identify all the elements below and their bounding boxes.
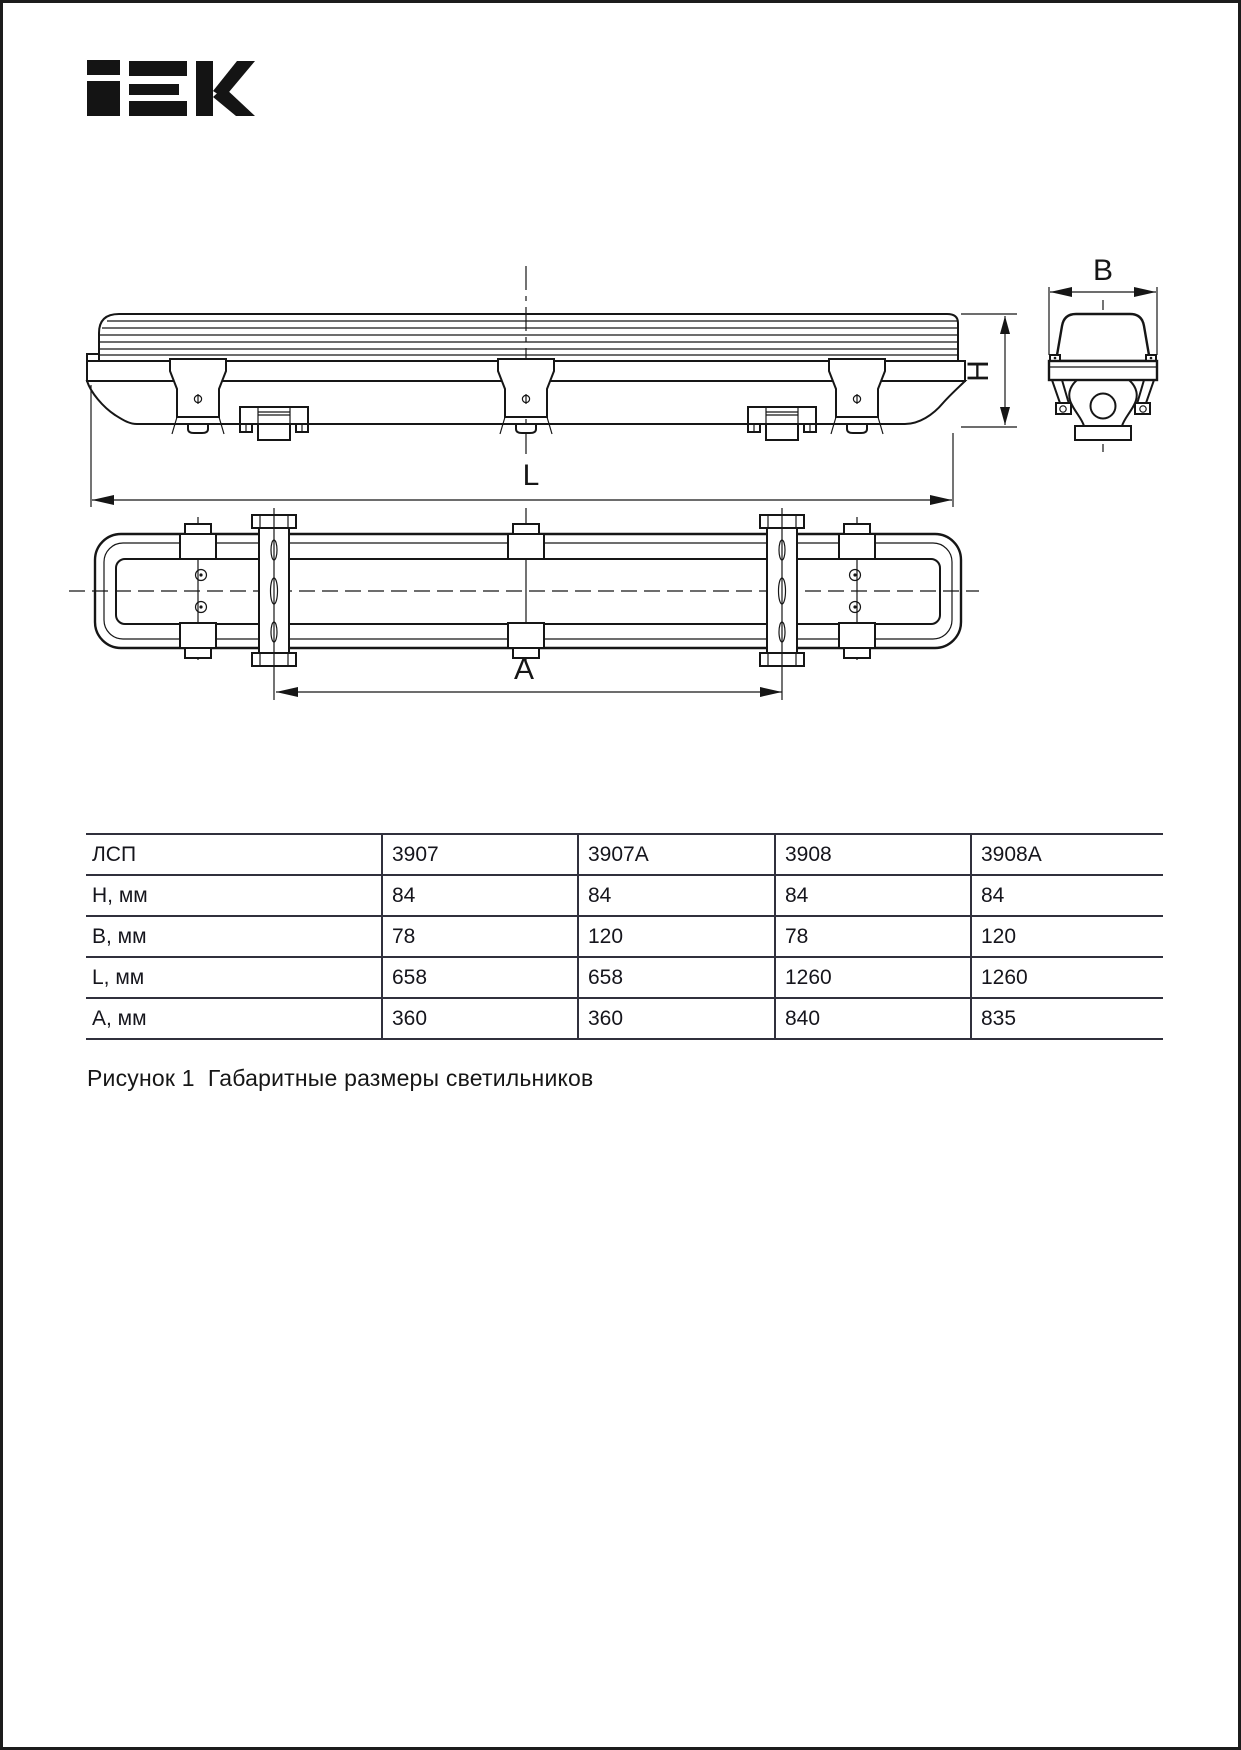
table-cell: В, мм <box>86 916 382 957</box>
table-cell: 1260 <box>971 957 1163 998</box>
dimension-A <box>276 653 782 697</box>
table-cell: 78 <box>382 916 578 957</box>
table-cell: L, мм <box>86 957 382 998</box>
table-cell: 360 <box>578 998 775 1039</box>
table-cell: Н, мм <box>86 875 382 916</box>
figure-caption: Рисунок 1 Габаритные размеры светильников <box>87 1065 594 1091</box>
bottom-view-drawing <box>69 508 979 700</box>
table-cell: 84 <box>382 875 578 916</box>
table-cell: 658 <box>578 957 775 998</box>
dimensions-table <box>86 833 1163 1040</box>
table-cell: 835 <box>971 998 1163 1039</box>
table-cell: 78 <box>775 916 971 957</box>
side-view-drawing <box>87 266 1017 507</box>
table-row <box>86 957 1163 998</box>
table-row <box>86 875 1163 916</box>
table-row <box>86 916 1163 957</box>
dim-label-B: B <box>1092 254 1114 287</box>
table-cell: 120 <box>578 916 775 957</box>
table-cell: А, мм <box>86 998 382 1039</box>
table-cell: 3908А <box>971 834 1163 875</box>
dim-label-H: H <box>962 360 995 382</box>
table-cell: 360 <box>382 998 578 1039</box>
table-cell: 84 <box>578 875 775 916</box>
table-cell: 84 <box>775 875 971 916</box>
table-cell: 840 <box>775 998 971 1039</box>
table-cell: 658 <box>382 957 578 998</box>
dimensional-drawings <box>3 3 1241 743</box>
table-cell: 3908 <box>775 834 971 875</box>
dim-label-L: L <box>522 459 540 492</box>
dimension-H <box>961 314 1017 427</box>
table-row-header <box>86 834 1163 875</box>
table-cell: ЛСП <box>86 834 382 875</box>
dim-label-A: A <box>513 653 535 686</box>
table-row <box>86 998 1163 1039</box>
table-cell: 120 <box>971 916 1163 957</box>
table-cell: 3907 <box>382 834 578 875</box>
end-view-drawing <box>1049 254 1157 452</box>
table-cell: 84 <box>971 875 1163 916</box>
table-cell: 1260 <box>775 957 971 998</box>
table-cell: 3907А <box>578 834 775 875</box>
